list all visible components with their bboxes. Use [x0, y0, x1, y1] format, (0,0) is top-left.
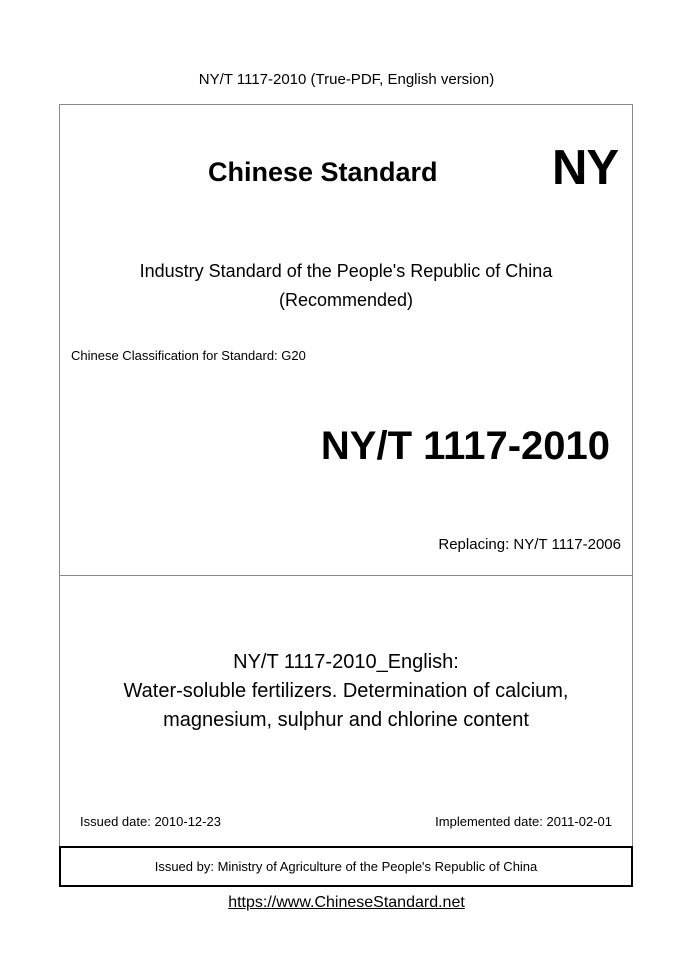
cover-frame [59, 104, 633, 886]
industry-statement [60, 257, 632, 315]
document-title [60, 648, 632, 735]
standard-label: Chinese Standard [208, 157, 438, 187]
replacing-note: Replacing: NY/T 1117-2006 [438, 536, 621, 553]
industry-line: Industry Standard of the People's Republic of China [139, 261, 553, 281]
title-line: Water-soluble fertilizers. Determination of calcium, [123, 680, 569, 702]
recommended-line: (Recommended) [278, 290, 414, 310]
website-link[interactable]: https://www.ChineseStandard.net [228, 894, 465, 911]
standard-number: NY/T 1117-2010 [320, 424, 610, 468]
title-line: magnesium, sulphur and chlorine content [163, 709, 529, 731]
issued-date: Issued date: 2010-12-23 [80, 814, 221, 829]
issued-by: Issued by: Ministry of Agriculture of the People's Republic of China [154, 859, 538, 874]
document-header: NY/T 1117-2010 (True-PDF, English version) [198, 71, 495, 88]
issuer-box [59, 846, 633, 887]
section-divider [60, 575, 632, 576]
classification: Chinese Classification for Standard: G20 [71, 348, 306, 363]
implemented-date: Implemented date: 2011-02-01 [435, 814, 612, 829]
code-prefix: NY [552, 141, 619, 195]
title-line: NY/T 1117-2010_English: [233, 651, 459, 673]
